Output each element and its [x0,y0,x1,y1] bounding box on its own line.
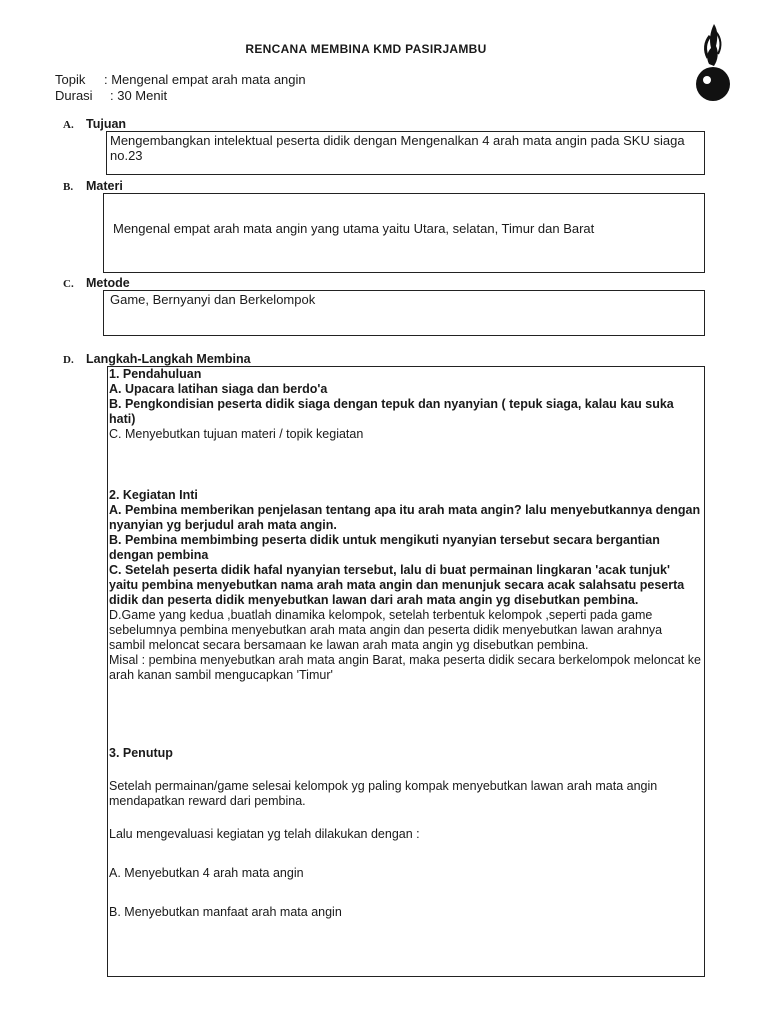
section-b-title: Materi [86,179,123,193]
section-d-letter: D. [63,354,74,366]
durasi-label: Durasi [55,88,93,103]
penutup-paragraph-1: Setelah permainan/game selesai kelompok yg paling kompak menyebutkan lawan arah mata angin mendapatkan reward dari pembina. [109,779,658,808]
durasi-value: : 30 Menit [110,88,168,103]
inti-misal: Misal : pembina menyebutkan arah mata angin Barat, maka peserta didik secara berkelompok meloncat ke arah kanan sambil mengucapkan 'Timur' [109,653,701,682]
section-c-title: Metode [86,276,130,290]
topik-label: Topik [55,72,86,87]
inti-item-b: B. Pembina membimbing peserta didik untuk mengikuti nyanyian tersebut secara bergantian dengan pembina [109,533,660,562]
penutup-item-b: B. Menyebutkan manfaat arah mata angin [109,905,342,919]
inti-item-a: A. Pembina memberikan penjelasan tentang apa itu arah mata angin? lalu menyebutkannya dengan nyanyian yg berjudul arah mata angin. [109,503,701,532]
section-b-letter: B. [63,181,74,193]
inti-item-d: D.Game yang kedua ,buatlah dinamika kelompok, setelah terbentuk kelompok ,seperti pada game sebelumnya pembina menyebutkan arah mata angin dan peserta didik menyebutkan lawan arahnya sambil meloncat secara bersamaan ke lawan arah mata angin yg disebutkan pembina. [109,608,663,652]
inti-heading: 2. Kegiatan Inti [109,488,198,502]
materi-text: Mengenal empat arah mata angin yang utama yaitu Utara, selatan, Timur dan Barat [113,221,595,236]
document-title: RENCANA MEMBINA KMD PASIRJAMBU [245,42,487,56]
section-c-letter: C. [63,278,74,290]
tujuan-text: Mengembangkan intelektual peserta didik dengan Mengenalkan 4 arah mata angin pada SKU siaga no.23 [110,133,685,163]
section-d-title: Langkah-Langkah Membina [86,352,251,366]
inti-item-c: C. Setelah peserta didik hafal nyanyian tersebut, lalu di buat permainan lingkaran 'acak tunjuk' yaitu pembina menyebutkan nama arah mata angin dan menunjuk secara acak salahsatu peserta didik dan peserta didik menyebutkan lawan dari arah mata angin yg disebutkan pembina. [109,563,685,607]
pendahuluan-item-c: C. Menyebutkan tujuan materi / topik kegiatan [109,427,364,441]
metode-text: Game, Bernyanyi dan Berkelompok [110,292,316,307]
metode-box [103,290,705,336]
penutup-heading: 3. Penutup [109,746,173,760]
scout-logo-icon [688,22,738,104]
topik-value: : Mengenal empat arah mata angin [104,72,306,87]
section-a-title: Tujuan [86,117,127,131]
section-a-letter: A. [63,119,74,131]
pendahuluan-item-b: B. Pengkondisian peserta didik siaga dengan tepuk dan nyanyian ( tepuk siaga, kalau kau suka hati) [109,397,674,426]
materi-box [103,193,705,273]
pendahuluan-heading: 1. Pendahuluan [109,367,202,381]
langkah-box [107,366,705,977]
tujuan-box [106,131,705,175]
penutup-paragraph-2: Lalu mengevaluasi kegiatan yg telah dilakukan dengan : [109,827,420,841]
penutup-item-a: A. Menyebutkan 4 arah mata angin [109,866,304,880]
pendahuluan-item-a: A. Upacara latihan siaga dan berdo'a [109,382,328,396]
